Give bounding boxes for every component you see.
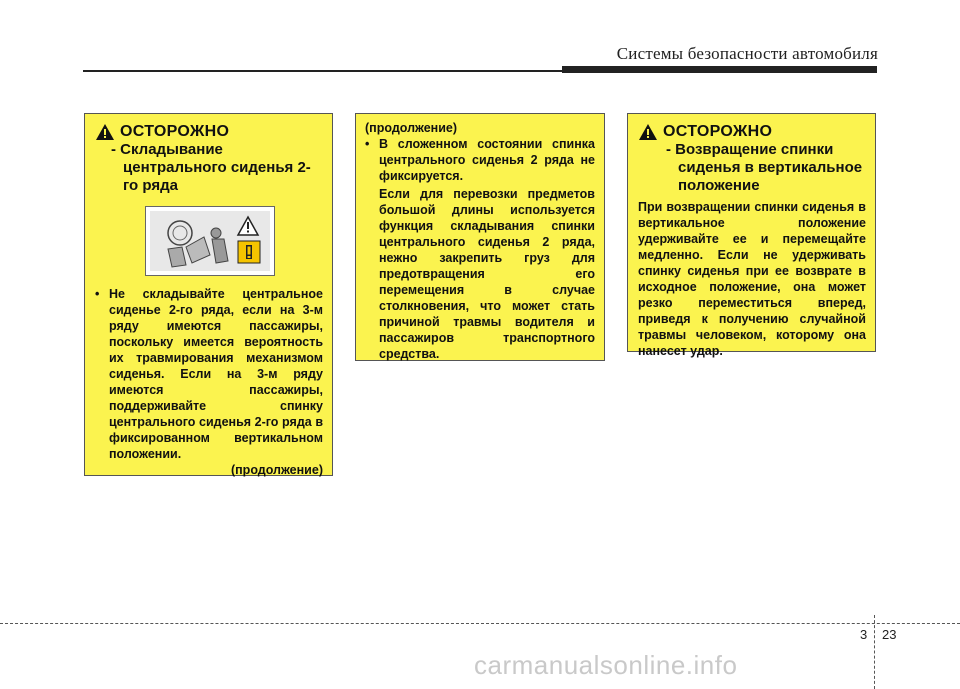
chapter-number: 3 <box>860 627 868 642</box>
caution-subtitle: - Складывание центрального сиденья 2-го ряда <box>111 141 311 194</box>
warning-heading <box>638 123 866 141</box>
footer-rule <box>0 623 960 624</box>
caution-text: Не складывайте центральное сиденье 2-го ряда, если на 3-м ряду имеются пассажиры, поскольку имеется вероятность их травмирования механизмом сиденья. Если на 3-м ряду имеются пассажиры, поддерживайте спинку центрального сиденья 2-го ряда в фиксированном вертикальном положении. <box>109 287 323 461</box>
caution-box-continued <box>355 113 605 361</box>
continued-label: (продолжение) <box>365 121 458 135</box>
caution-subtitle: - Возвращение спинки сиденья в вертикальное положение <box>666 141 863 194</box>
seat-fold-warning-illustration <box>145 206 275 276</box>
caution-box-folding-seat <box>84 113 333 476</box>
warning-label: ОСТОРОЖНО <box>663 123 773 140</box>
caution-box-seatback-return <box>627 113 876 358</box>
bullet-marker: • <box>95 287 100 301</box>
footer-divider <box>874 615 875 689</box>
page-header-title: Системы безопасности автомобиля <box>616 44 878 63</box>
caution-text: При возвращении спинки сиденья в вертикальное положение удерживайте ее и перемещайте медленно. Если не удерживать спинку сиденья при ее возврате в исходное положение, она может резко переместиться вперед, приведя к получению случайной травмы человеком, которому она нанесет удар. <box>638 200 866 358</box>
caution-bullet-item <box>365 136 595 184</box>
caution-text: В сложенном состоянии спинка центрального сиденья 2 ряда не фиксируется. <box>379 137 595 183</box>
warning-label: ОСТОРОЖНО <box>120 123 230 140</box>
caution-text-continued: Если для перевозки предметов большой длины используется функция складывания спинки центрального сиденья 2 ряда, нежно закрепить груз для предотвращения его перемещения в случае столкновения, что может стать причиной травмы водителя и пассажиров транспортного средства. <box>379 187 595 361</box>
warning-triangle-icon <box>638 123 658 141</box>
bullet-marker: • <box>365 137 370 151</box>
warning-heading <box>95 123 324 141</box>
page-number: 23 <box>882 627 897 642</box>
watermark: carmanualsonline.info <box>474 650 738 680</box>
caution-bullet-item <box>95 286 323 462</box>
continued-label: (продолжение) <box>230 463 323 477</box>
warning-triangle-icon <box>95 123 115 141</box>
header-rule-thick <box>562 66 877 73</box>
